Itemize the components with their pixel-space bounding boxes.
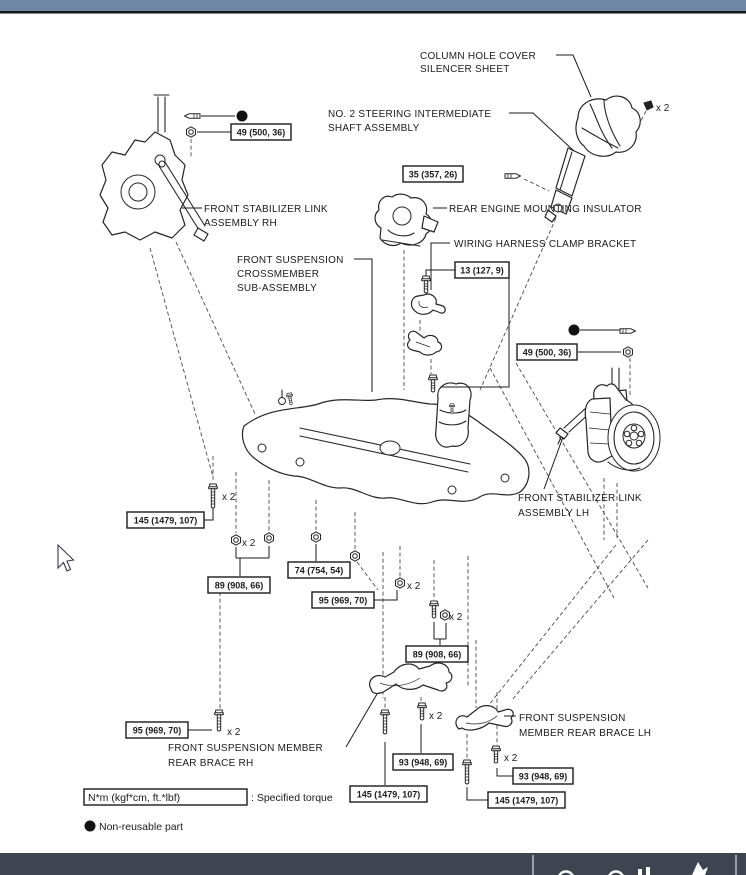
nut-icon (624, 347, 633, 357)
stabilizer-knuckle-lh-drawing (556, 368, 660, 471)
torque-box-wiring-clamp (455, 262, 509, 278)
svg-text:49 (500, 36): 49 (500, 36) (522, 347, 572, 358)
svg-text:35 (357, 26): 35 (357, 26) (408, 169, 458, 180)
bolt-icon (209, 484, 218, 508)
bolt-icon (381, 710, 390, 734)
svg-text:93 (948, 69): 93 (948, 69) (518, 771, 568, 782)
part-label-brace-lh: FRONT SUSPENSION (519, 713, 626, 724)
part-label-wiring-clamp: WIRING HARNESS CLAMP BRACKET (454, 239, 637, 250)
svg-text:13 (127, 9): 13 (127, 9) (460, 265, 504, 276)
crossmember-drawing (242, 383, 528, 504)
qty-x2-label: x 2 (222, 492, 236, 503)
non-reusable-dot-icon (569, 325, 580, 336)
qty-x2-label: x 2 (449, 612, 463, 623)
toolbar-divider (735, 855, 737, 875)
bolt-icon (286, 393, 294, 406)
torque-box-stab-link-lh (517, 344, 577, 360)
top-bar-underline (0, 11, 746, 14)
qty-x2-label: x 2 (429, 711, 443, 722)
nut-icon (187, 127, 196, 137)
nut-icon (265, 533, 274, 543)
nut-icon (232, 535, 241, 545)
part-label-brace-rh: FRONT SUSPENSION MEMBER (168, 743, 324, 754)
svg-text:95 (969, 70): 95 (969, 70) (318, 595, 368, 606)
bolt-icon (418, 703, 427, 720)
stud-bolt-icon (620, 329, 636, 333)
torque-box-93-right (513, 768, 573, 784)
svg-text:REAR BRACE RH: REAR BRACE RH (168, 758, 254, 769)
torque-box-74 (288, 562, 350, 578)
bolt-icon (215, 710, 224, 731)
bolt-icon (430, 601, 439, 618)
torque-box-145-right (488, 792, 565, 808)
svg-text:SILENCER SHEET: SILENCER SHEET (420, 64, 510, 75)
svg-text:145 (1479, 107): 145 (1479, 107) (133, 515, 198, 526)
top-title-bar (0, 0, 746, 11)
bolt-icon (505, 174, 521, 178)
part-label-steering-shaft: NO. 2 STEERING INTERMEDIATE (328, 109, 492, 120)
torque-box-stab-link-rh (231, 124, 291, 140)
qty-x2-label: x 2 (242, 538, 256, 549)
part-label-stabilizer-lh: FRONT STABILIZER LINK (518, 493, 642, 504)
bolt-icon (422, 276, 431, 293)
rear-brace-rh-drawing (370, 663, 452, 693)
torque-box-95-mid (312, 592, 374, 608)
bolt-icon (492, 746, 501, 763)
bottom-toolbar (0, 853, 746, 875)
wiring-clamp-brackets-drawing (408, 294, 446, 355)
qty-x2-label: x 2 (407, 581, 421, 592)
qty-x2-label: x 2 (227, 727, 241, 738)
legend (84, 789, 333, 833)
part-label-stabilizer-rh: FRONT STABILIZER LINK (204, 204, 328, 215)
svg-text:ASSEMBLY RH: ASSEMBLY RH (204, 218, 277, 229)
nut-icon (312, 532, 321, 542)
svg-text:145 (1479, 107): 145 (1479, 107) (356, 789, 421, 800)
column-hole-cover-drawing (576, 96, 640, 156)
svg-text:74 (754, 54): 74 (754, 54) (294, 565, 344, 576)
part-label-crossmember: FRONT SUSPENSION (237, 255, 344, 266)
stud-bolt-icon (185, 114, 201, 118)
svg-text:93 (948, 69): 93 (948, 69) (398, 757, 448, 768)
engine-mount-drawing (375, 194, 438, 246)
torque-box-95-bottom (126, 722, 188, 738)
torque-box-93-mid (393, 754, 453, 770)
non-reusable-dot-icon (237, 111, 248, 122)
svg-text:145 (1479, 107): 145 (1479, 107) (494, 795, 559, 806)
svg-text:CROSSMEMBER: CROSSMEMBER (237, 269, 320, 280)
bottom-toolbar-bg (0, 853, 746, 875)
svg-text:95 (969, 70): 95 (969, 70) (132, 725, 182, 736)
torque-box-89-mid (406, 646, 468, 662)
non-reusable-dot-icon (85, 821, 96, 832)
qty-x2-label: x 2 (504, 753, 518, 764)
part-label-column-hole-cover: COLUMN HOLE COVER (420, 51, 536, 62)
svg-text:49 (500, 36): 49 (500, 36) (236, 127, 286, 138)
svg-text:ASSEMBLY LH: ASSEMBLY LH (518, 508, 590, 519)
svg-text:SHAFT ASSEMBLY: SHAFT ASSEMBLY (328, 123, 420, 134)
part-label-engine-mount: REAR ENGINE MOUNTING INSULATOR (449, 204, 642, 215)
svg-text:MEMBER REAR BRACE LH: MEMBER REAR BRACE LH (519, 728, 652, 739)
mouse-cursor (58, 545, 74, 571)
toolbar-divider (532, 855, 534, 875)
nut-icon (396, 578, 405, 588)
rear-brace-lh-drawing (456, 706, 513, 730)
bolt-icon (463, 760, 472, 784)
nut-icon (351, 551, 360, 561)
torque-desc-label: : Specified torque (251, 792, 333, 804)
torque-unit-label: N*m (kgf*cm, ft.*lbf) (88, 792, 181, 804)
torque-box-145-left (127, 512, 204, 528)
svg-text:89 (908, 66): 89 (908, 66) (412, 649, 462, 660)
qty-x2-label: x 2 (656, 103, 670, 114)
torque-box-145-mid (350, 786, 427, 802)
torque-box-intermediate-shaft (403, 166, 463, 182)
torque-box-89-left (208, 577, 270, 593)
clip-icon (644, 101, 653, 110)
svg-text:89 (908, 66): 89 (908, 66) (214, 580, 264, 591)
bolt-icon (429, 375, 438, 392)
svg-text:SUB-ASSEMBLY: SUB-ASSEMBLY (237, 283, 318, 294)
non-reusable-label: Non-reusable part (99, 821, 184, 833)
